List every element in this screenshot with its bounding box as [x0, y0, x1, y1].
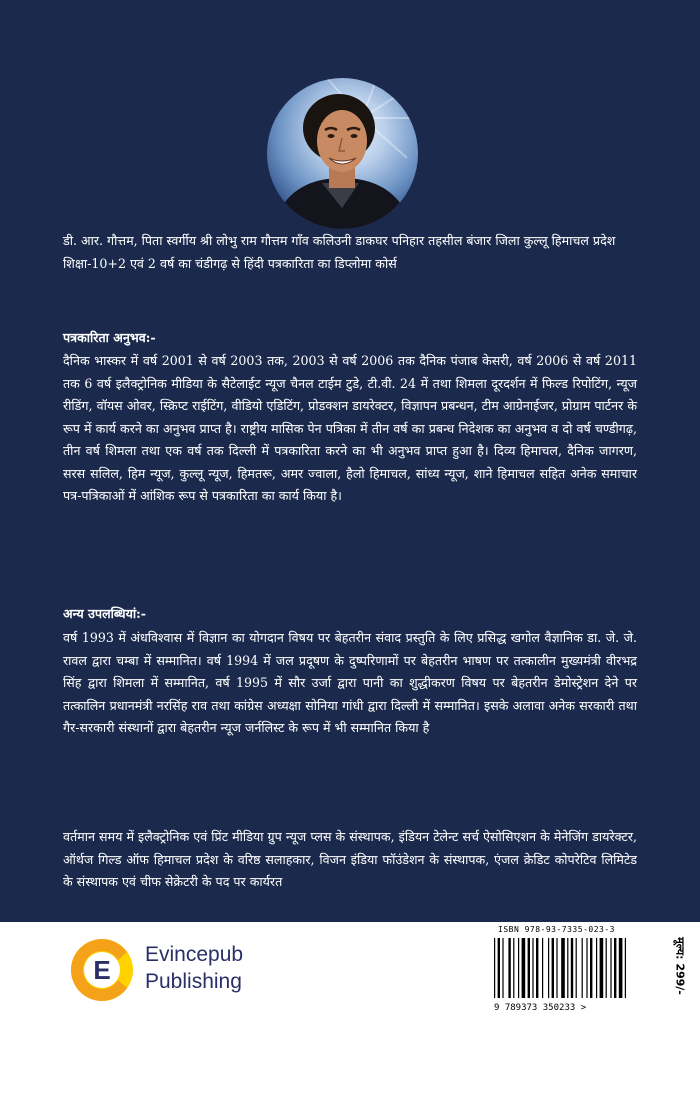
experience-body: दैनिक भास्कर में वर्ष 2001 से वर्ष 2003 तक, 2003 से वर्ष 2006 तक दैनिक पंजाब केसरी, वर्ष 2006 से वर्ष 2011 तक 6 वर्ष इलैक्ट्रोनिक मीडिया के सैटेलाईट न्यूज चैनल टाईम टुडे, टी.वी. 24 में तथा शिमला दूरदर्शन में फिल्ड रिपोटिंग, न्यूज रीडिंग, वॉयस ओवर, स्क्रिप्ट राईटिंग, वीडियो एडिटिंग, प्रोडक्शन डायरेक्टर, विज्ञापन प्रबन्धन, टीम आग्रेनाईजर, प्रोग्राम पार्टनर के रूप में कार्य करने का अनुभव प्राप्त है। राष्ट्रीय मासिक पेन पत्रिका में तीन वर्ष का प्रबन्ध निदेशक का अनुभव व दो वर्ष चण्डीगढ़, तीन वर्ष शिमला तथा एक वर्ष तक दिल्ली में पत्रकारिता करने का भी अनुभव प्राप्त हुआ है। दिव्य हिमाचल, दैनिक जागरण, सरस सलिल, हिम न्यूज, कुल्लू न्यूज, हिमतरू, अमर ज्वाला, हैलो हिमाचल, सांध्य न्यूज, शाने हिमाचल सहित अनेक समाचार पत्र-पत्रिकाओं में आंशिक रूप से पत्रकारिता का कार्य किया है।: [63, 353, 637, 503]
bottom-margin: [0, 1014, 700, 1093]
author-intro: [63, 230, 637, 275]
publisher-subname: Publishing: [145, 970, 242, 993]
barcode-digits: 9 789373 350233 >: [494, 1003, 587, 1012]
price-label: मूल्य: 299/-: [673, 937, 687, 995]
evincepub-logo-icon: [69, 937, 135, 1003]
achievements-body: वर्ष 1993 में अंधविश्वास में विज्ञान का योगदान विषय पर बेहतरीन संवाद प्रस्तुति के लिए प्रसिद्ध खगोल वैज्ञानिक डा. जे. जे. रावल द्वारा चम्बा में सम्मानित। वर्ष 1994 में जल प्रदूषण के दुष्परिणामों पर बेहतरीन भाषण पर तत्कालीन मुख्यमंत्री वीरभद्र सिंह द्वारा शिमला में सम्मानित, वर्ष 1995 में सौर उर्जा द्वारा पानी का शुद्धीकरण विषय पर बेहतरीन डेमोस्ट्रेशन देने पर तत्कालिन प्रधानमंत्री नरसिंह राव तथा कांग्रेस अध्यक्षा सोनिया गांधी द्वारा दिल्ली में सम्मानित। इसके अलावा अनेक सरकारी तथा गैर-सरकारी संस्थानों द्वारा बेहतरीन न्यूज जर्नलिस्ट के रूप में भी सम्मानित किया है: [63, 630, 637, 735]
isbn-label: ISBN 978-93-7335-023-3: [498, 925, 615, 934]
current-positions-body: वर्तमान समय में इलैक्ट्रोनिक एवं प्रिंट मीडिया ग्रुप न्यूज प्लस के संस्थापक, इंडियन टेलेन्ट सर्च ऐसोसिएशन के मेनेजिंग डायरेक्टर, ऑर्थज गिल्ड ऑफ हिमाचल प्रदेश के वरिष्ठ सलाहकार, विजन इंडिया फॉउंडेशन के संस्थापक, एंजल क्रेडिट कोपरेटिव लिमिटेड के संस्थापक एवं चीफ सेक्रेटरी के पद पर कार्यरत: [63, 829, 637, 889]
logo-letter: E: [93, 955, 111, 985]
author-bio-line: डी. आर. गौत्तम, पिता स्वर्गीय श्री लोभु राम गौत्तम गाँव कलिउनी डाकघर पनिहार तहसील बंजार जिला कुल्लू हिमाचल प्रदेश: [63, 233, 616, 248]
author-education: शिक्षा-10+2 एवं 2 वर्ष का चंडीगढ़ से हिंदी पत्रकारिता का डिप्लोमा कोर्स: [63, 255, 397, 271]
publisher-name: Evincepub: [145, 943, 244, 966]
achievements-heading: अन्य उपलब्धियां:-: [63, 606, 147, 621]
isbn-barcode: [488, 936, 668, 1012]
author-portrait: [267, 78, 418, 229]
experience-heading: पत्रकारिता अनुभव:-: [63, 330, 156, 345]
